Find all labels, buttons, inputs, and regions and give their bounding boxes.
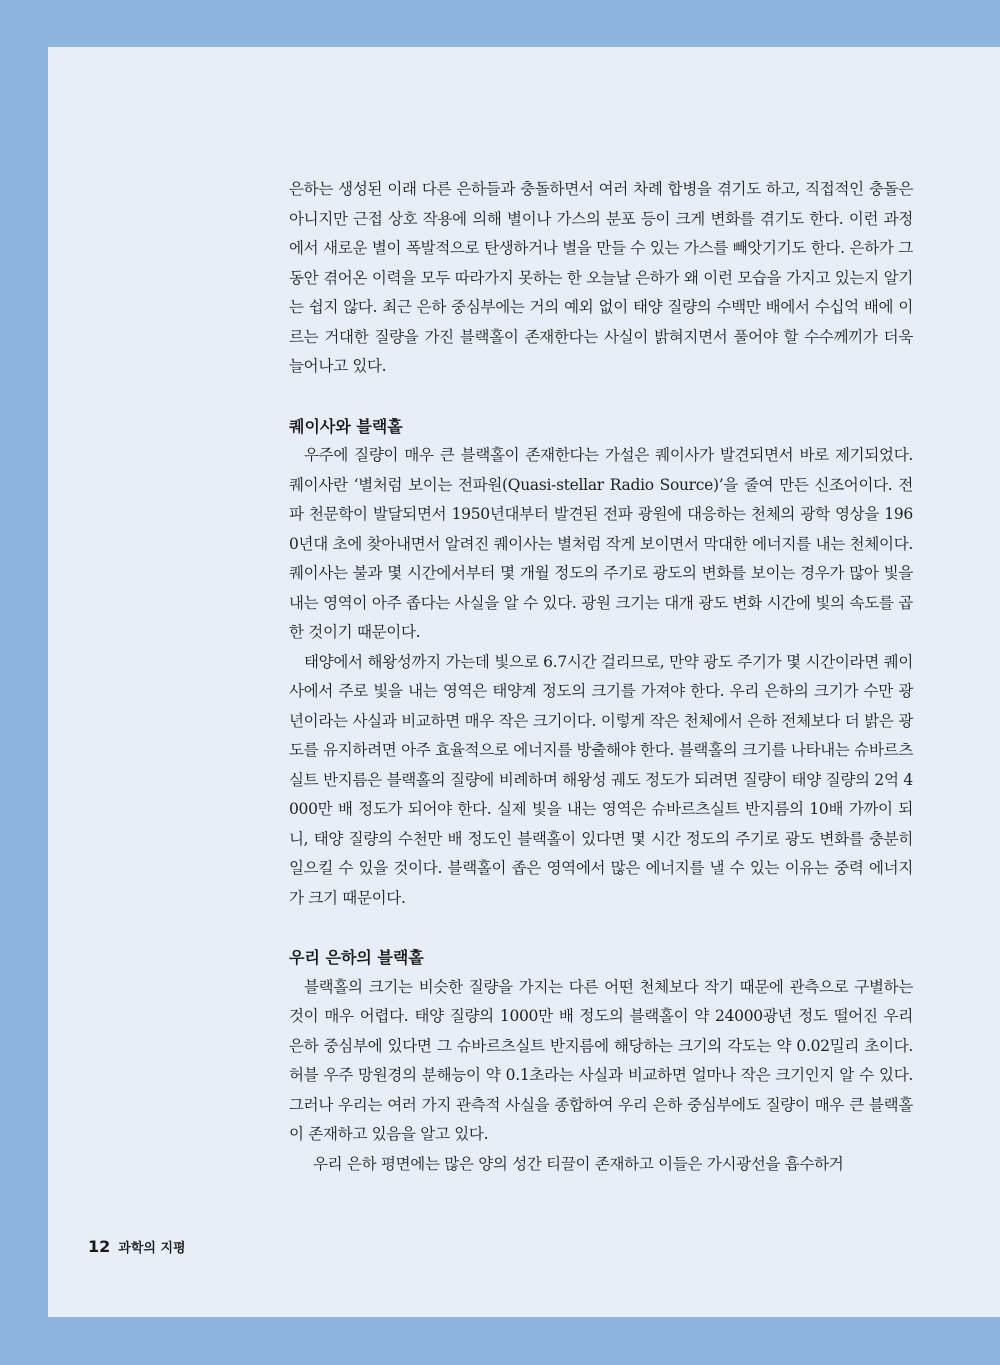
section-heading-milky-way: 우리 은하의 블랙홀 xyxy=(289,948,424,967)
milky-way-paragraph-1: 블랙홀의 크기는 비슷한 질량을 가지는 다른 어떤 천체보다 작기 때문에 관측으로 구별하는 것이 매우 어렵다. 태양 질량의 1000만 배 정도의 블랙홀이 약 24000광년 정도 떨어진 우리 은하 중심부에 있다면 그 슈바르츠실트 반지름에 해당하는 크기의 각도는 약 0.02밀리 초이다. 허블 우주 망원경의 분해능이 약 0.1초라는 사실과 비교하면 얼마나 작은 크기인지 알 수 있다. 그러나 우리는 여러 가지 관측적 사실을 종합하여 우리 은하 중심부에도 질량이 매우 큰 블랙홀이 존재하고 있음을 알고 있다. xyxy=(289,977,913,1143)
page-number: 12 xyxy=(88,1237,111,1256)
section-spacer xyxy=(289,913,913,943)
intro-paragraph: 은하는 생성된 이래 다른 은하들과 충돌하면서 여러 차례 합병을 겪기도 하고, 직접적인 충돌은 아니지만 근접 상호 작용에 의해 별이나 가스의 분포 등이 크게 변화를 겪기도 한다. 이런 과정에서 새로운 별이 폭발적으로 탄생하거나 별을 만들 수 있는 가스를 빼앗기기도 한다. 은하가 그동안 겪어온 이력을 모두 따라가지 못하는 한 오늘날 은하가 왜 이런 모습을 가지고 있는지 알기는 쉽지 않다. 최근 은하 중심부에는 거의 예외 없이 태양 질량의 수백만 배에서 수십억 배에 이르는 거대한 질량을 가진 블랙홀이 존재한다는 사실이 밝혀지면서 풀어야 할 수수께끼가 더욱 늘어나고 있다. xyxy=(289,180,913,375)
publication-title: 과학의 지평 xyxy=(118,1241,186,1256)
section-spacer xyxy=(289,382,913,412)
section-heading-quasar: 퀘이사와 블랙홀 xyxy=(289,416,403,436)
milky-way-paragraph-2: 우리 은하 평면에는 많은 양의 성간 티끌이 존재하고 이들은 가시광선을 흡수하거 xyxy=(313,1154,844,1173)
page-footer xyxy=(88,1237,186,1256)
page-sheet xyxy=(48,47,1000,1317)
article-body xyxy=(289,175,913,1179)
quasar-paragraph-1: 우주에 질량이 매우 큰 블랙홀이 존재한다는 가설은 퀘이사가 발견되면서 바로 제기되었다. 퀘이사란 ‘별처럼 보이는 전파원(Quasi-stellar Radio Source)’을 줄여 만든 신조어이다. 전파 천문학이 발달되면서 1950년대부터 발견된 전파 광원에 대응하는 천체의 광학 영상을 1960년대 초에 찾아내면서 알려진 퀘이사는 별처럼 작게 보이면서 막대한 에너지를 내는 천체이다. 퀘이사는 불과 몇 시간에서부터 몇 개월 정도의 주기로 광도의 변화를 보이는 경우가 많아 빛을 내는 영역이 아주 좁다는 사실을 알 수 있다. 광원 크기는 대개 광도 변화 시간에 빛의 속도를 곱한 것이기 때문이다. xyxy=(289,446,913,641)
quasar-paragraph-2: 태양에서 해왕성까지 가는데 빛으로 6.7시간 걸리므로, 만약 광도 주기가 몇 시간이라면 퀘이사에서 주로 빛을 내는 영역은 태양계 정도의 크기를 가져야 한다. 우리 은하의 크기가 수만 광년이라는 사실과 비교하면 매우 작은 크기이다. 이렇게 작은 천체에서 은하 전체보다 더 밝은 광도를 유지하려면 아주 효율적으로 에너지를 방출해야 한다. 블랙홀의 크기를 나타내는 슈바르츠실트 반지름은 블랙홀의 질량에 비례하며 해왕성 궤도 정도가 되려면 질량이 태양 질량의 2억 4000만 배 정도가 되어야 한다. 실제 빛을 내는 영역은 슈바르츠실트 반지름의 10배 가까이 되니, 태양 질량의 수천만 배 정도인 블랙홀이 있다면 몇 시간 정도의 주기로 광도 변화를 충분히 일으킬 수 있을 것이다. 블랙홀이 좁은 영역에서 많은 에너지를 낼 수 있는 이유는 중력 에너지가 크기 때문이다. xyxy=(289,652,913,907)
